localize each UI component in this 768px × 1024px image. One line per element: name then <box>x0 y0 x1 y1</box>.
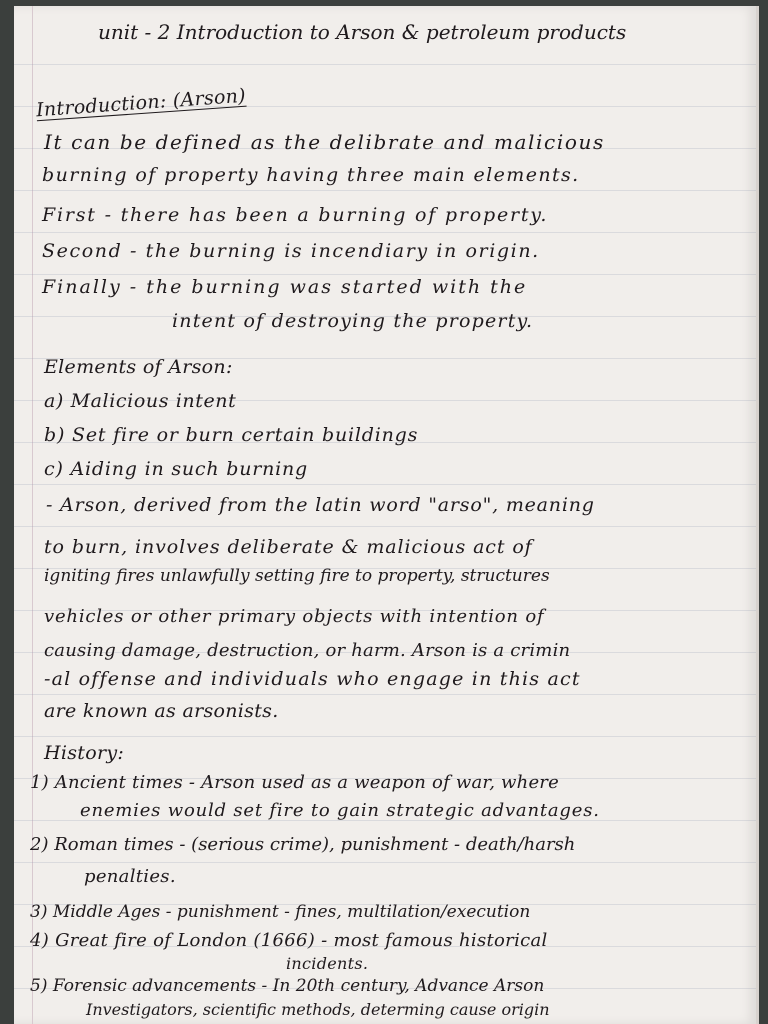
derivation-line: - Arson, derived from the latin word "arso", meaning <box>46 494 595 516</box>
ruled-line <box>14 526 756 527</box>
ruled-line <box>14 694 756 695</box>
derivation-line: to burn, involves deliberate & malicious act of <box>44 536 533 558</box>
history-item: enemies would set fire to gain strategic advantages. <box>80 800 600 821</box>
history-item: incidents. <box>286 954 369 973</box>
ruled-line <box>14 274 756 275</box>
history-item: 1) Ancient times - Arson used as a weapon of war, where <box>30 772 559 793</box>
intro-heading: Introduction: (Arson) <box>35 84 247 122</box>
derivation-line: are known as arsonists. <box>44 700 279 722</box>
history-heading: History: <box>44 742 125 764</box>
derivation-line: causing damage, destruction, or harm. Arson is a crimin <box>44 640 571 661</box>
definition-line: intent of destroying the property. <box>172 310 534 332</box>
history-item: penalties. <box>84 866 176 887</box>
ruled-line <box>14 484 756 485</box>
history-item: 4) Great fire of London (1666) - most famous historical <box>30 930 548 951</box>
element-item: b) Set fire or burn certain buildings <box>44 424 419 446</box>
derivation-line: -al offense and individuals who engage in this act <box>44 668 581 690</box>
definition-line: First - there has been a burning of property. <box>42 204 549 226</box>
definition-line: Second - the burning is incendiary in origin. <box>42 240 540 262</box>
ruled-line <box>14 232 756 233</box>
derivation-line: igniting fires unlawfully setting fire to property, structures <box>44 566 550 586</box>
ruled-line <box>14 736 756 737</box>
page-title: unit - 2 Introduction to Arson & petroleum products <box>98 20 627 44</box>
derivation-line: vehicles or other primary objects with intention of <box>44 606 545 627</box>
history-item: 3) Middle Ages - punishment - fines, multilation/execution <box>30 902 531 922</box>
definition-line: Finally - the burning was started with the <box>42 276 528 298</box>
history-item: 2) Roman times - (serious crime), punishment - death/harsh <box>30 834 576 855</box>
history-item: Investigators, scientific methods, determing cause origin <box>86 1000 550 1019</box>
margin-line <box>32 6 33 1024</box>
history-item: 5) Forensic advancements - In 20th century, Advance Arson <box>30 976 545 996</box>
definition-line: It can be defined as the delibrate and malicious <box>44 130 605 154</box>
element-item: c) Aiding in such burning <box>44 458 309 480</box>
notebook-page <box>14 6 759 1024</box>
definition-line: burning of property having three main elements. <box>42 164 580 186</box>
ruled-line <box>14 64 756 65</box>
ruled-line <box>14 862 756 863</box>
element-item: a) Malicious intent <box>44 390 237 412</box>
elements-heading: Elements of Arson: <box>44 356 233 378</box>
ruled-line <box>14 190 756 191</box>
